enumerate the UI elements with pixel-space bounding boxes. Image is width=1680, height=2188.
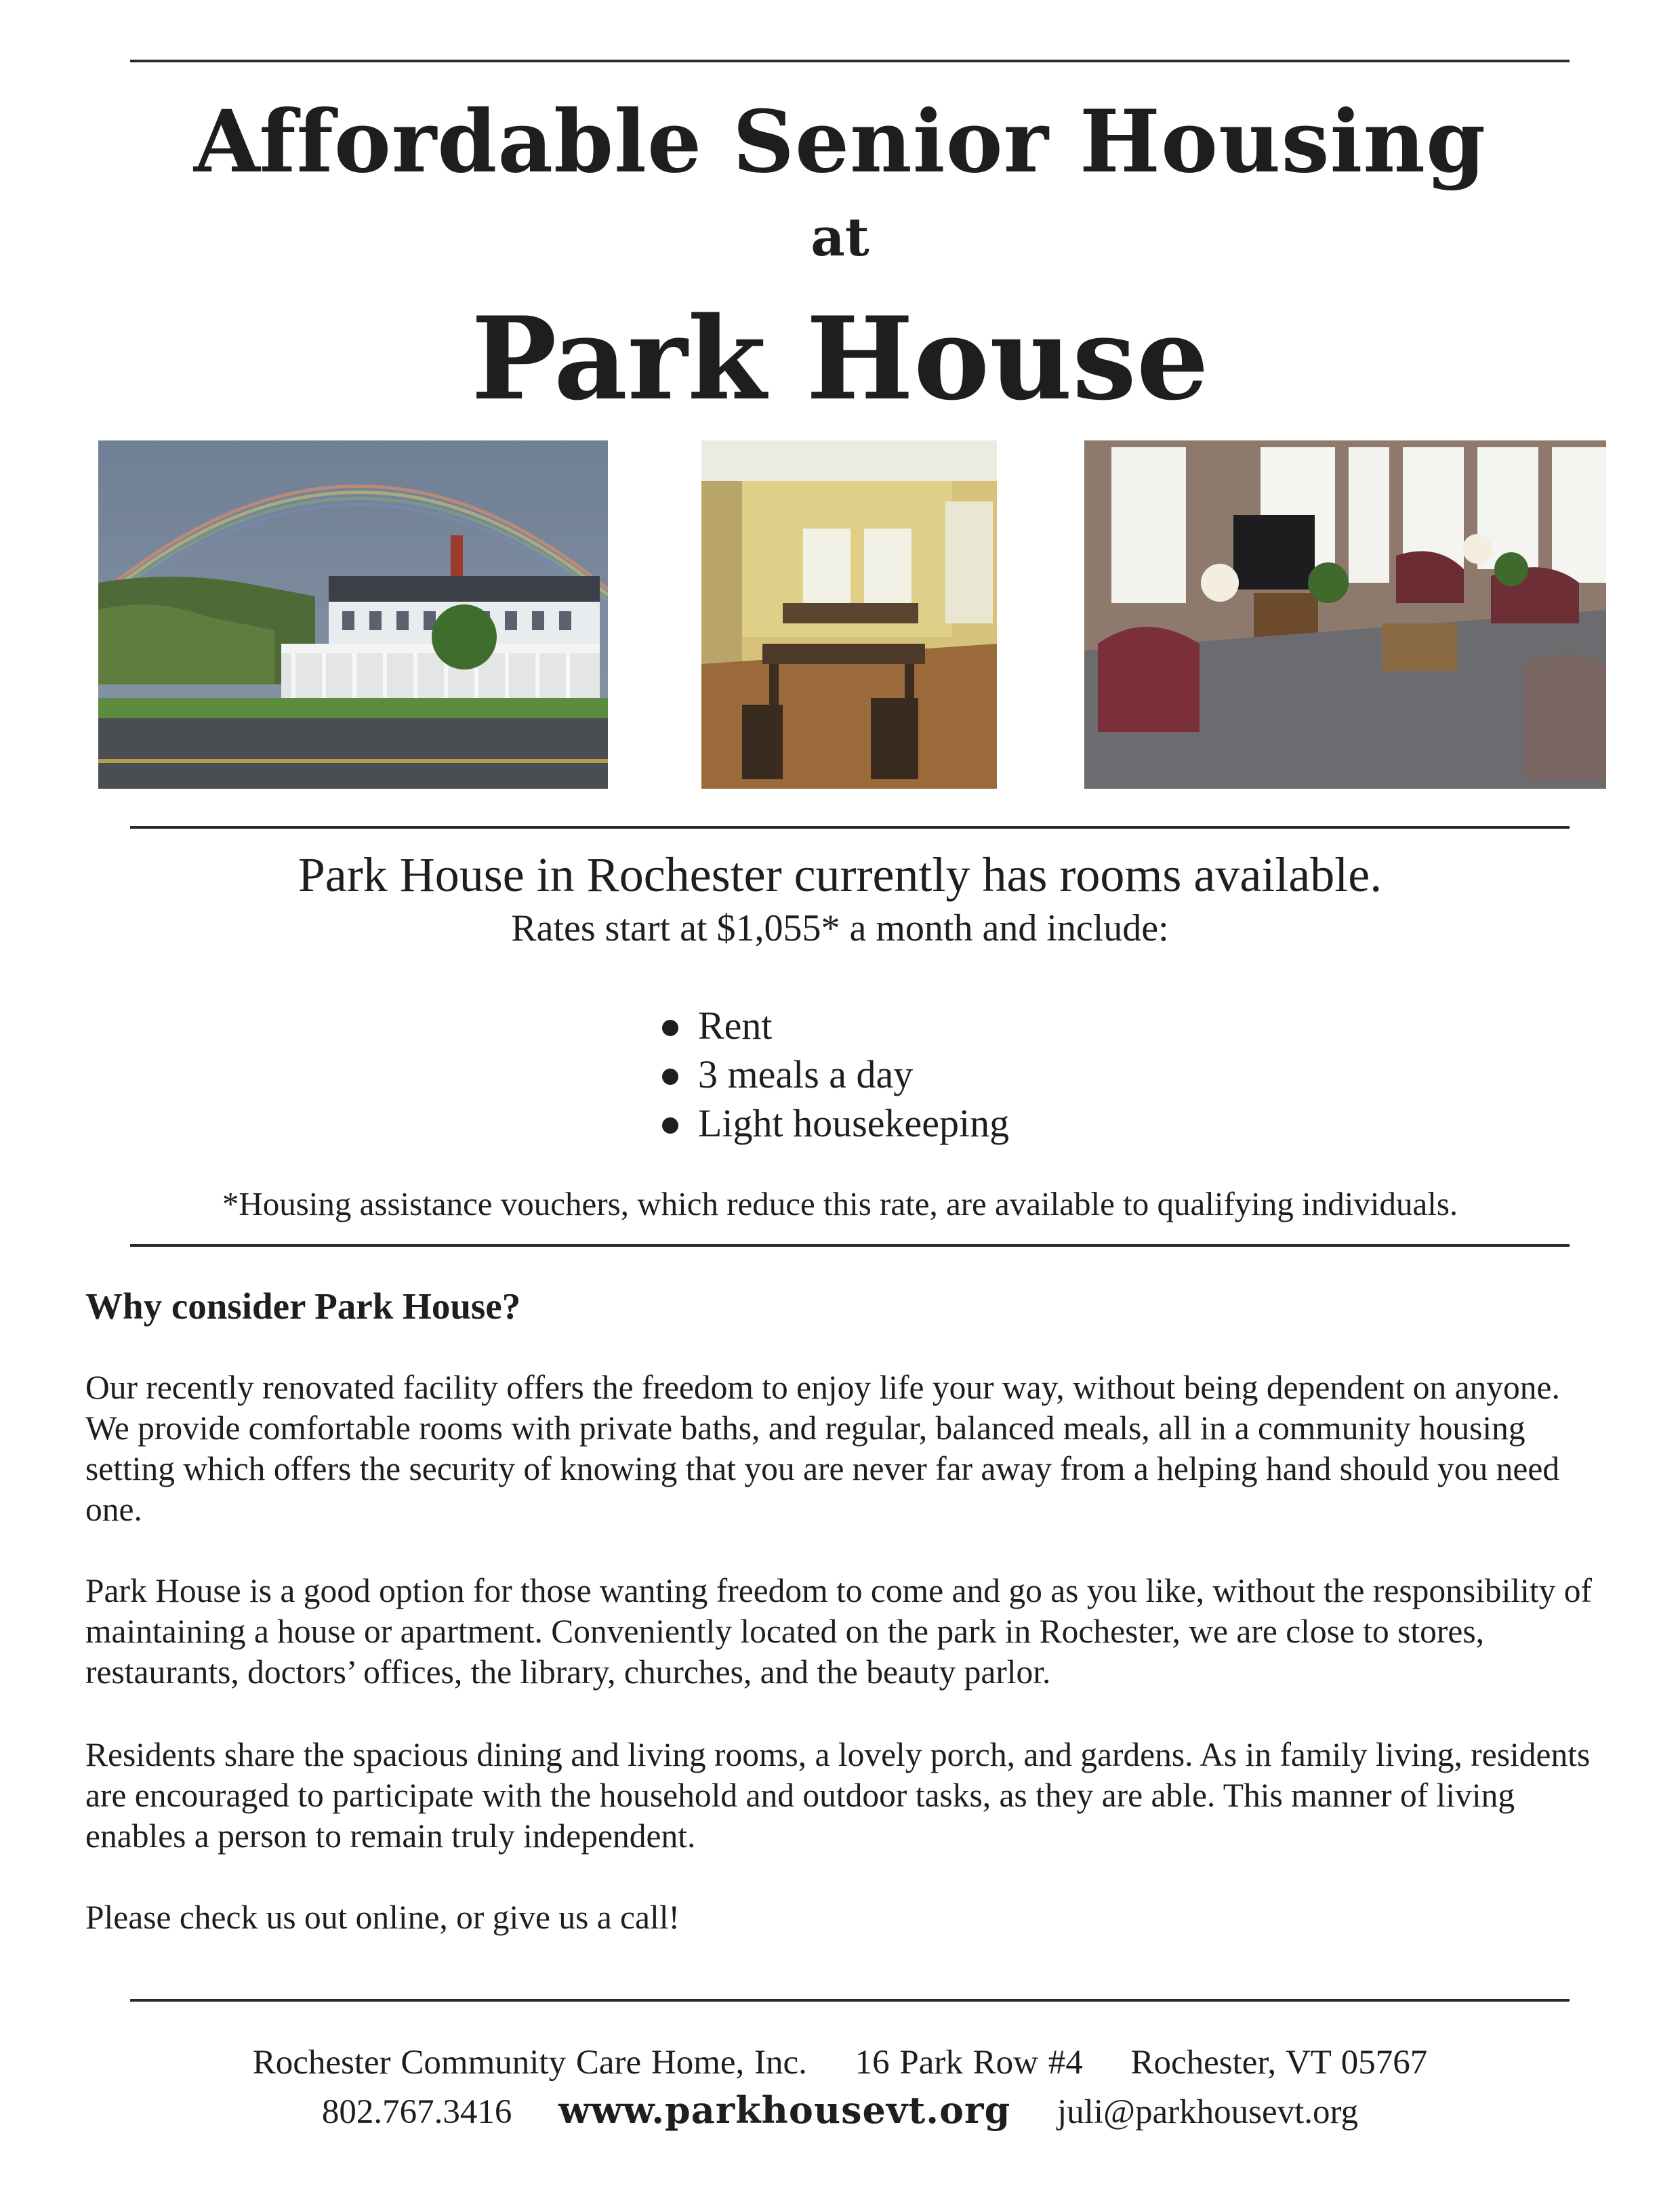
included-services-list [661,1002,1009,1148]
footer-address-line [0,2043,1680,2082]
phone-number[interactable]: 802.767.3416 [321,2093,512,2131]
top-divider [130,60,1570,62]
paragraph: Please check us out online, or give us a call! [85,1899,680,1936]
title-at: at [811,207,869,268]
paragraph: Residents share the spacious dining and living rooms, a lovely porch, and gardens. As in family living, residents are encouraged to participate with the household and outdoor tasks, as they are able. This manner of living enables a person to remain truly independent. [85,1736,1591,1855]
list-item: Rent [661,1002,1009,1050]
footnote-divider [130,1244,1570,1247]
title-affordable-senior-housing: Affordable Senior Housing [193,91,1487,192]
living-room-photo [1084,440,1606,789]
photos-divider [130,826,1570,829]
paragraph: Our recently renovated facility offers the freedom to enjoy life your way, without being dependent on anyone. We provide comfortable rooms with private baths, and regular, balanced meals, all in a community housing setting which offers the security of knowing that you are never far away from a helping hand should you need one. [85,1369,1560,1528]
vouchers-footnote: *Housing assistance vouchers, which reduce this rate, are available to qualifying individuals. [222,1185,1458,1222]
footer-divider [130,1999,1570,2002]
paragraph: Park House is a good option for those wanting freedom to come and go as you like, without the responsibility of maintaining a house or apartment. Conveniently located on the park in Rochester, we are close to stores, restaurants, doctors’ offices, the library, churches, and the beauty parlor. [85,1572,1593,1691]
footer-contact-line [0,2088,1680,2132]
dining-room-photo [701,440,997,789]
list-item: Light housekeeping [661,1099,1009,1148]
organization-name: Rochester Community Care Home, Inc. [252,2044,807,2082]
email-link[interactable]: juli@parkhousevt.org [1057,2093,1359,2131]
rates-text: Rates start at $1,055* a month and include: [511,907,1169,949]
website-link[interactable]: www.parkhousevt.org [558,2088,1011,2132]
title-park-house: Park House [471,291,1209,426]
rooms-available-headline: Park House in Rochester currently has rooms available. [298,848,1382,902]
list-item: 3 meals a day [661,1050,1009,1099]
street-address: 16 Park Row #4 [855,2044,1083,2082]
building-exterior-rainbow-photo [98,440,608,789]
city-state-zip: Rochester, VT 05767 [1130,2044,1428,2082]
why-heading: Why consider Park House? [85,1285,521,1327]
